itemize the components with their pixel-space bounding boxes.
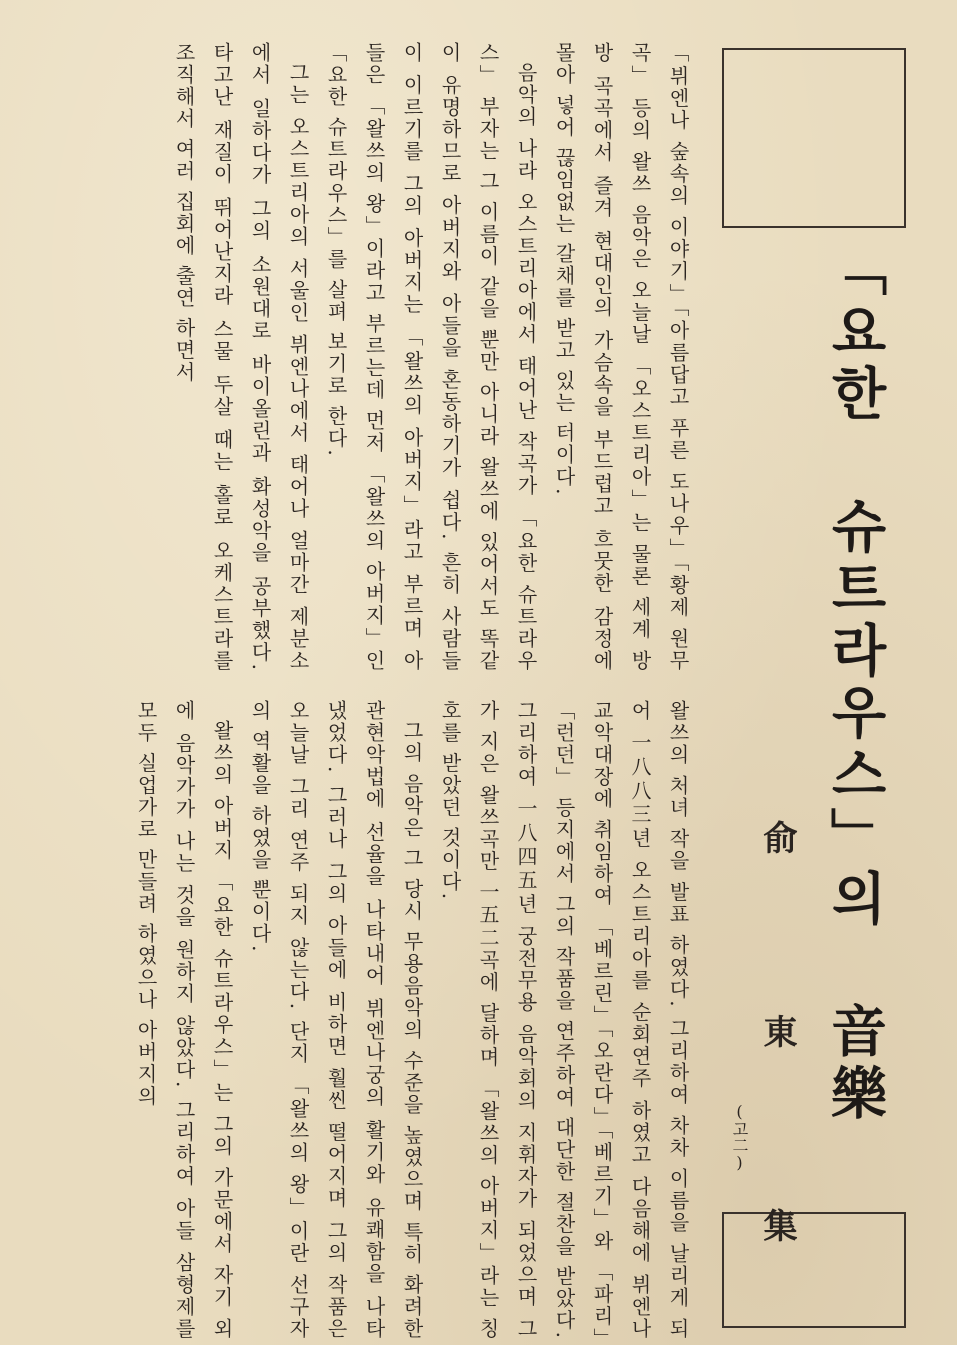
paragraph: 그는 오스트리아의 서울인 뷔엔나에서 태어나 얼마간 제분소에서 일하다가 그의 소원대로 바이올린과 화성악을 공부했다. 타고난 재질이 뛰어난지라 스물 두살 때는 홀로 오케스트라를 조직해서 여러 집회에 출연 하면서 bbox=[172, 42, 310, 672]
paragraph: 왈쓰의 아버지 「요한 슈트라우스」는 그의 가문에서 자기 외에 음악가가 나는 것을 원하지 않았다. 그리하여 아들 삼형제를 모두 실업가로 만들려 하였으나 아버지의 bbox=[134, 700, 234, 1340]
article-title: 「요한 슈트라우스」의 音樂 bbox=[822, 240, 887, 1126]
title-frame-bottom bbox=[722, 1212, 906, 1328]
paragraph: 음악의 나라 오스트리아에서 태어난 작곡가 「요한 슈트라우스」 부자는 그 이름이 같을 뿐만 아니라 왈쓰에 있어서도 똑같이 유명하므로 아버지와 아들을 혼동하기가 쉽다. 흔히 사람들이 이르기를 그의 아버지는 「왈쓰의 아버지」라고 부르며 아들은 「왈쓰의 왕」이라고 부르는데 먼저 「왈쓰의 아버지」인 「요한 슈트라우스」를 살펴 보기로 한다. bbox=[324, 42, 538, 672]
lower-text-block bbox=[77, 700, 697, 1340]
upper-text-block bbox=[57, 42, 697, 672]
author-grade: (고二) bbox=[730, 1102, 749, 1172]
title-frame-top bbox=[722, 48, 906, 228]
paragraph: 「뷔엔나 숲속의 이야기」「아름답고 푸른 도나우」「황제 원무곡」 등의 왈쓰 음악은 오늘날 「오스트리아」는 물론 세계 방방 곡곡에서 즐겨 현대인의 가슴속을 부드럽고 흐뭇한 감정에 몰아 넣어 끊임없는 갈채를 받고 있는 터이다. bbox=[552, 42, 690, 672]
paragraph: 왈쓰의 처녀 작을 발표 하였다. 그리하여 차차 이름을 날리게 되어 一八八三년 오스트리아를 순회연주 하였고 다음해에 뷔엔나 교악대장에 취임하여 「베르린」「오란다」「베르기」와 「파리」「런던」 등지에서 그의 작품을 연주하여 대단한 절찬을 받았다. 그리하여 一八四五년 궁전무용 음악회의 지휘자가 되었으며 그가 지은 왈쓰곡만 一五二곡에 달하며 「왈쓰의 아버지」라는 칭호를 받았던 것이다. bbox=[438, 700, 690, 1340]
paragraph: 그의 음악은 그 당시 무용음악의 수준을 높였으며 특히 화려한 관현악법에 선율을 나타내어 뷔엔나궁의 활기와 유쾌함을 나타냈었다. 그러나 그의 아들에 비하면 훨씬 떨어지며 그의 작품은 오늘날 그리 연주 되지 않는다. 단지 「왈쓰의 왕」이란 선구자의 역활을 하였을 뿐이다. bbox=[248, 700, 424, 1340]
author-name: 俞 東 集 bbox=[757, 820, 797, 1302]
